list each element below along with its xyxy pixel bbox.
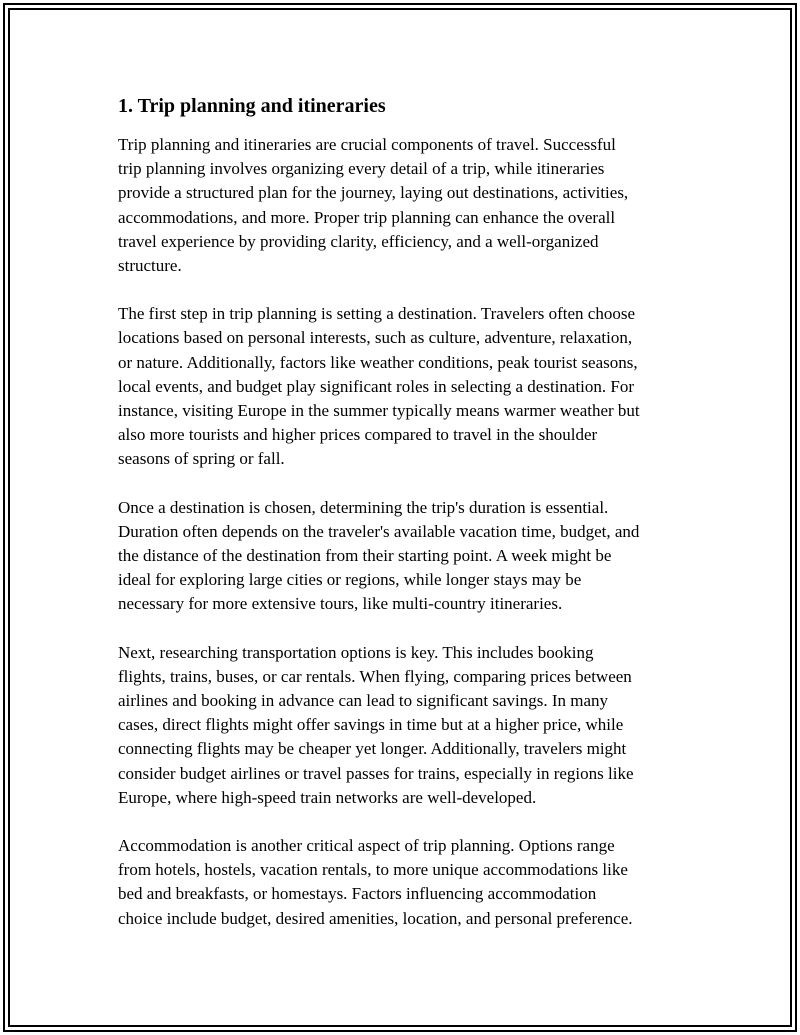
- paragraph-destination: The first step in trip planning is setting a destination. Travelers often choose locations based on personal interests, such as culture, adventure, relaxation, or nature. Additionally, factors like weather conditions, peak tourist seasons, local events, and budget play significant roles in selecting a destination. For instance, visiting Europe in the summer typically means warmer weather but also more tourists and higher prices compared to travel in the shoulder seasons of spring or fall.: [118, 304, 640, 469]
- paragraph-duration: Once a destination is chosen, determining the trip's duration is essential. Duration often depends on the traveler's available vacation time, budget, and the distance of the destination from their starting point. A week might be ideal for exploring large cities or regions, while longer stays may be necessary for more extensive tours, like multi-country itineraries.: [118, 497, 640, 614]
- paragraph-intro: Trip planning and itineraries are crucial components of travel. Successful trip planning involves organizing every detail of a trip, while itineraries provide a structured plan for the journey, laying out destinations, activities, accommodations, and more. Proper trip planning can enhance the overall travel experience by providing clarity, efficiency, and a well-organized structure.: [118, 135, 629, 276]
- paragraph-accommodation: Accommodation is another critical aspect of trip planning. Options range from hotels, hostels, vacation rentals, to more unique accommodations like bed and breakfasts, or homestays. Factors influencing accommodation choice include budget, desired amenities, location, and personal preference.: [118, 836, 633, 928]
- document-body: [118, 93, 688, 955]
- paragraph-transportation: Next, researching transportation options is key. This includes booking flights, trains, buses, or car rentals. When flying, comparing prices between airlines and booking in advance can lead to significant savings. In many cases, direct flights might offer savings in time but at a higher price, while connecting flights may be cheaper yet longer. Additionally, travelers might consider budget airlines or travel passes for trains, especially in regions like Europe, where high-speed train networks are well-developed.: [118, 642, 634, 807]
- section-heading: 1. Trip planning and itineraries: [118, 95, 386, 117]
